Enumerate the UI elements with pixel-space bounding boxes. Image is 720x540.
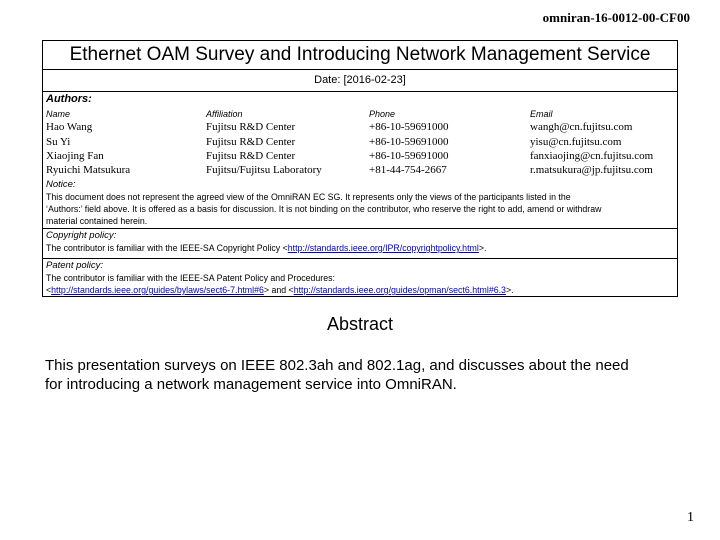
author-email: yisu@cn.fujitsu.com — [530, 136, 622, 148]
section-divider — [42, 258, 678, 259]
author-affiliation: Fujitsu R&D Center — [206, 121, 296, 133]
column-header-name: Name — [46, 109, 71, 119]
column-header-email: Email — [530, 109, 553, 119]
notice-text — [46, 191, 678, 227]
copyright-policy-link[interactable]: http://standards.ieee.org/IPR/copyrightpolicy.html — [287, 243, 479, 253]
copyright-text — [46, 242, 678, 254]
opman-link[interactable]: http://standards.ieee.org/guides/opman/sect6.html#6.3 — [293, 285, 506, 295]
author-phone: +86-10-59691000 — [369, 150, 449, 162]
author-email: wangh@cn.fujitsu.com — [530, 121, 633, 133]
patent-mid: > and < — [263, 285, 294, 295]
author-phone: +86-10-59691000 — [369, 121, 449, 133]
author-name: Ryuichi Matsukura — [46, 164, 131, 176]
bylaws-link[interactable]: http://standards.ieee.org/guides/bylaws/sect6-7.html#6 — [51, 285, 264, 295]
author-affiliation: Fujitsu R&D Center — [206, 150, 296, 162]
document-title: Ethernet OAM Survey and Introducing Network Management Service — [42, 40, 678, 70]
author-name: Su Yi — [46, 136, 71, 148]
author-name: Hao Wang — [46, 121, 93, 133]
abstract-line: for introducing a network management service into OmniRAN. — [45, 376, 457, 393]
cover-form — [42, 40, 678, 296]
section-divider — [42, 228, 678, 229]
notice-line: ‘Authors:’ field above. It is offered as a basis for discussion. It is not binding on the contributor, who reserve the right to add, amend or withdraw — [46, 204, 602, 214]
document-date: Date: [2016-02-23] — [42, 70, 678, 92]
author-affiliation: Fujitsu/Fujitsu Laboratory — [206, 164, 322, 176]
abstract-body — [45, 356, 695, 394]
author-affiliation: Fujitsu R&D Center — [206, 136, 296, 148]
author-phone: +81-44-754-2667 — [369, 164, 447, 176]
patent-label: Patent policy: — [46, 260, 104, 271]
form-bottom-border — [42, 296, 678, 297]
copyright-suffix: >. — [478, 243, 487, 253]
patent-line: The contributor is familiar with the IEEE-SA Patent Policy and Procedures: — [46, 273, 335, 283]
document-id: omniran-16-0012-00-CF00 — [542, 10, 690, 25]
copyright-prefix: The contributor is familiar with the IEEE-SA Copyright Policy < — [46, 243, 288, 253]
authors-label: Authors: — [46, 93, 92, 105]
patent-links-line — [46, 284, 678, 296]
notice-label: Notice: — [46, 179, 76, 190]
abstract-title: Abstract — [326, 314, 394, 334]
author-email: fanxiaojing@cn.fujitsu.com — [530, 150, 654, 162]
copyright-label: Copyright policy: — [46, 230, 117, 241]
author-phone: +86-10-59691000 — [369, 136, 449, 148]
left-border — [42, 92, 43, 296]
author-name: Xiaojing Fan — [46, 150, 104, 162]
author-email: r.matsukura@jp.fujitsu.com — [530, 164, 653, 176]
notice-line: material contained herein. — [46, 216, 148, 226]
patent-text — [46, 272, 678, 296]
page-number: 1 — [687, 510, 694, 525]
column-header-phone: Phone — [369, 109, 396, 119]
abstract-line: This presentation surveys on IEEE 802.3ah and 802.1ag, and discusses about the need — [45, 357, 629, 374]
notice-line: This document does not represent the agreed view of the OmniRAN EC SG. It represents only the views of the participants listed in the — [46, 192, 571, 202]
patent-open: < — [46, 285, 52, 295]
column-header-affiliation: Affiliation — [206, 109, 243, 119]
patent-close: >. — [505, 285, 514, 295]
